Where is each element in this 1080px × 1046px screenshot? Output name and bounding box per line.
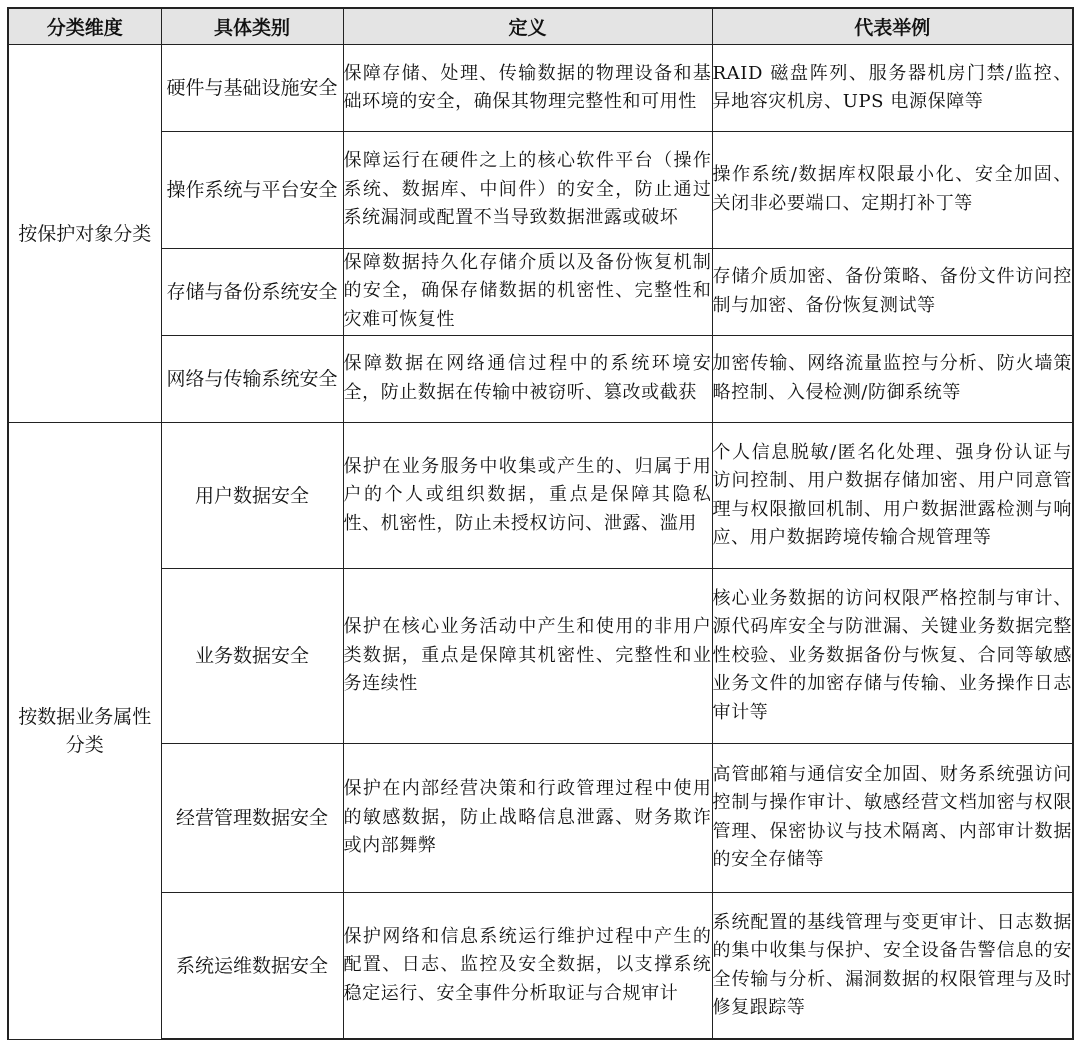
table-row [8, 743, 1073, 892]
dimension-cell-protection-object: 按保护对象分类 [8, 45, 161, 423]
definition-cell: 保障数据在网络通信过程中的系统环境安全，防止数据在传输中被窃听、篡改或截获 [343, 335, 712, 422]
category-cell: 网络与传输系统安全 [161, 335, 343, 422]
definition-cell: 保障存储、处理、传输数据的物理设备和基础环境的安全，确保其物理完整性和可用性 [343, 45, 712, 132]
category-cell: 硬件与基础设施安全 [161, 45, 343, 132]
definition-cell: 保障运行在硬件之上的核心软件平台（操作系统、数据库、中间件）的安全，防止通过系统漏洞或配置不当导致数据泄露或破坏 [343, 132, 712, 248]
category-cell: 操作系统与平台安全 [161, 132, 343, 248]
examples-cell: 存储介质加密、备份策略、备份文件访问控制与加密、备份恢复测试等 [712, 248, 1073, 335]
examples-cell: RAID 磁盘阵列、服务器机房门禁/监控、异地容灾机房、UPS 电源保障等 [712, 45, 1073, 132]
data-security-classification-table [7, 7, 1074, 1040]
category-cell: 系统运维数据安全 [161, 893, 343, 1039]
header-definition: 定义 [343, 8, 712, 45]
definition-cell: 保护在业务服务中收集或产生的、归属于用户的个人或组织数据，重点是保障其隐私性、机密性，防止未授权访问、泄露、滥用 [343, 422, 712, 568]
table-header-row [8, 8, 1073, 45]
table-row [8, 893, 1073, 1039]
examples-cell: 加密传输、网络流量监控与分析、防火墙策略控制、入侵检测/防御系统等 [712, 335, 1073, 422]
table-row [8, 248, 1073, 335]
category-cell: 用户数据安全 [161, 422, 343, 568]
header-category: 具体类别 [161, 8, 343, 45]
definition-cell: 保护网络和信息系统运行维护过程中产生的配置、日志、监控及安全数据，以支撑系统稳定运行、安全事件分析取证与合规审计 [343, 893, 712, 1039]
category-cell: 经营管理数据安全 [161, 743, 343, 892]
examples-cell: 个人信息脱敏/匿名化处理、强身份认证与访问控制、用户数据存储加密、用户同意管理与权限撤回机制、用户数据泄露检测与响应、用户数据跨境传输合规管理等 [712, 422, 1073, 568]
examples-cell: 系统配置的基线管理与变更审计、日志数据的集中收集与保护、安全设备告警信息的安全传输与分析、漏洞数据的权限管理与及时修复跟踪等 [712, 893, 1073, 1039]
table-row [8, 335, 1073, 422]
category-cell: 存储与备份系统安全 [161, 248, 343, 335]
table-row [8, 569, 1073, 743]
examples-cell: 高管邮箱与通信安全加固、财务系统强访问控制与操作审计、敏感经营文档加密与权限管理、保密协议与技术隔离、内部审计数据的安全存储等 [712, 743, 1073, 892]
category-cell: 业务数据安全 [161, 569, 343, 743]
table-row [8, 45, 1073, 132]
dimension-cell-business-attribute: 按数据业务属性分类 [8, 422, 161, 1039]
header-examples: 代表举例 [712, 8, 1073, 45]
definition-cell: 保护在内部经营决策和行政管理过程中使用的敏感数据，防止战略信息泄露、财务欺诈或内部舞弊 [343, 743, 712, 892]
examples-cell: 核心业务数据的访问权限严格控制与审计、源代码库安全与防泄漏、关键业务数据完整性校验、业务数据备份与恢复、合同等敏感业务文件的加密存储与传输、业务操作日志审计等 [712, 569, 1073, 743]
table-row [8, 422, 1073, 568]
definition-cell: 保障数据持久化存储介质以及备份恢复机制的安全，确保存储数据的机密性、完整性和灾难可恢复性 [343, 248, 712, 335]
header-dimension: 分类维度 [8, 8, 161, 45]
definition-cell: 保护在核心业务活动中产生和使用的非用户类数据，重点是保障其机密性、完整性和业务连续性 [343, 569, 712, 743]
examples-cell: 操作系统/数据库权限最小化、安全加固、关闭非必要端口、定期打补丁等 [712, 132, 1073, 248]
table-row [8, 132, 1073, 248]
